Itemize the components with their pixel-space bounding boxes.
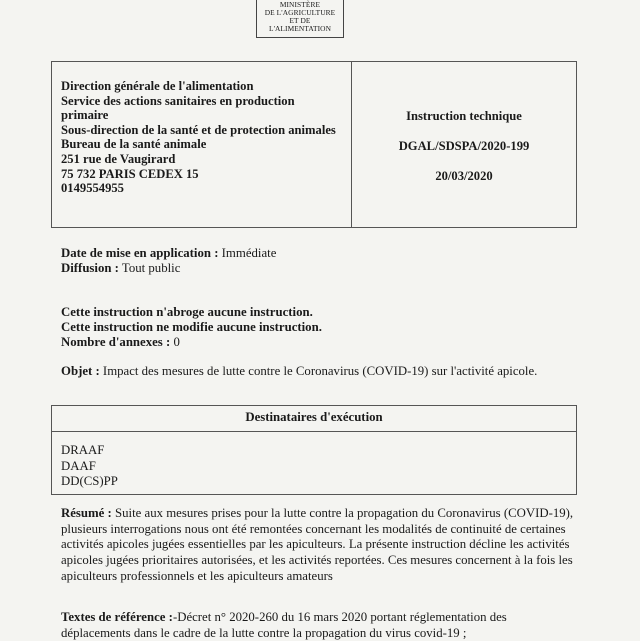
references-label: Textes de référence : (61, 610, 173, 624)
recipient-item: DD(CS)PP (61, 474, 118, 488)
recipient-item: DRAAF (61, 443, 105, 457)
logo-line: MINISTÈRE (279, 0, 321, 9)
address-line: 251 rue de Vaugirard (61, 151, 176, 166)
resume-line: Suite aux mesures prises pour la lutte contre la propagation du Coronavirus (COVID-19), (111, 506, 574, 520)
logo-line: ET DE (289, 16, 311, 25)
resume (61, 506, 581, 585)
annexes-label: Nombre d'annexes : (61, 335, 171, 349)
application-label: Date de mise en application : (61, 246, 219, 260)
resume-line: apicoles jugées prioritaires autorisées, et les activités reportées. Ces mesures concernent à la fois les (61, 553, 573, 568)
address-line: Service des actions sanitaires en production (61, 93, 295, 108)
recipients-title: Destinataires d'exécution (245, 410, 383, 424)
address-line: 75 732 PARIS CEDEX 15 (61, 166, 199, 181)
logo-line: L'ALIMENTATION (268, 24, 332, 33)
references (61, 610, 581, 641)
document-type: Instruction technique (406, 109, 522, 123)
resume-line: apiculteurs professionnels et les apiculteurs amateurs (61, 568, 333, 583)
ministry-logo (256, 0, 344, 38)
sender-address (61, 79, 361, 196)
resume-label: Résumé : (61, 506, 112, 520)
resume-line: activités apicoles jugées essentielles par les apiculteurs. La présente instruction décline les activités (61, 537, 570, 552)
recipients-divider (51, 431, 577, 432)
objet (61, 364, 537, 379)
resume-line: plusieurs interrogations nous ont été remontées concernant les modalités de continuité de certaines (61, 521, 566, 536)
address-line: Direction générale de l'alimentation (61, 79, 254, 93)
objet-label: Objet : (61, 364, 100, 378)
logo-line: DE L'AGRICULTURE (264, 8, 336, 17)
recipient-item: DAAF (61, 458, 96, 473)
application-value: Immédiate (218, 246, 277, 260)
document-reference: DGAL/SDSPA/2020-199 (398, 139, 530, 153)
reference-line: déplacements dans le cadre de la lutte contre la propagation du virus covid-19 ; (61, 625, 467, 640)
diffusion-label: Diffusion : (61, 261, 119, 275)
address-line: Bureau de la santé animale (61, 137, 207, 152)
annexes-value: 0 (170, 335, 180, 349)
reference-line: -Décret n° 2020-260 du 16 mars 2020 portant réglementation des (172, 610, 507, 624)
diffusion-value: Tout public (118, 261, 181, 275)
diffusion (61, 261, 180, 276)
modifie-note: Cette instruction ne modifie aucune instruction. (61, 320, 322, 334)
address-line: 0149554955 (61, 181, 124, 196)
annexes-count (61, 335, 180, 350)
abroge-note: Cette instruction n'abroge aucune instruction. (61, 305, 313, 319)
address-line: Sous-direction de la santé et de protection animales (61, 122, 336, 137)
application-date (61, 246, 276, 261)
document-date: 20/03/2020 (435, 169, 493, 183)
address-line: primaire (61, 108, 109, 123)
recipients-list (61, 443, 118, 490)
objet-text: Impact des mesures de lutte contre le Coronavirus (COVID-19) sur l'activité apicole. (99, 364, 538, 378)
